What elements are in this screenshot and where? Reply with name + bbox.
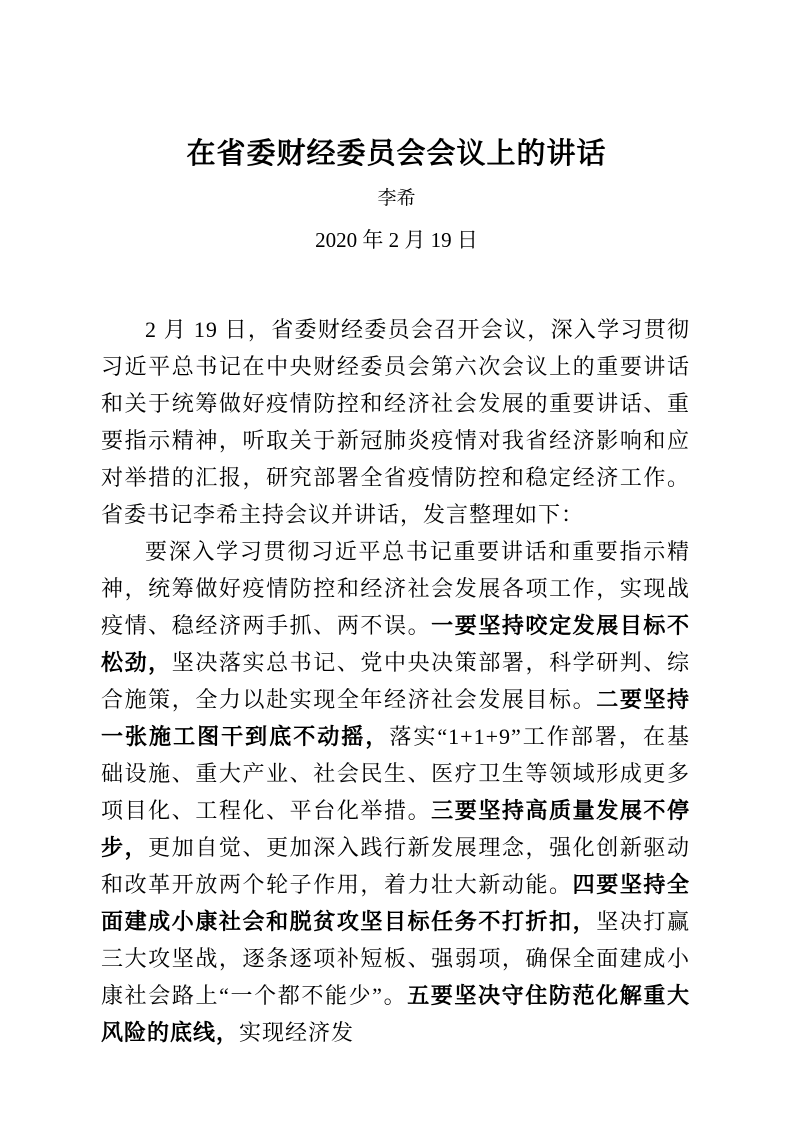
body-text: 实现经济发 <box>239 1020 355 1045</box>
body-text: 坚决落实总书记、党中央决策部署，科学研判、综合施策，全力以赴实现全年经济社会发展目标。 <box>101 650 690 712</box>
paragraph <box>101 311 690 533</box>
body-text: 坚决打赢三大攻坚战，逐条逐项补短板、强弱项，确保全面建成小康社会路上“一个都不能少”。 <box>101 909 690 1008</box>
body-text: 更加自觉、更加深入践行新发展理念，强化创新驱动和改革开放两个轮子作用，着力壮大新动能。 <box>101 835 690 897</box>
body-text: 2 月 19 日，省委财经委员会召开会议，深入学习贯彻习近平总书记在中央财经委员会第六次会议上的重要讲话和关于统筹做好疫情防控和经济社会发展的重要讲话、重要指示精神，听取关于新冠肺炎疫情对我省经济影响和应对举措的汇报，研究部署全省疫情防控和稳定经济工作。省委书记李希主持会议并讲话，发言整理如下： <box>101 317 690 527</box>
document-body <box>101 311 690 1051</box>
document-author: 李希 <box>377 188 416 209</box>
emphasis-text: 二要坚持一张施工图干到底不动摇， <box>101 687 690 749</box>
emphasis-text: 三要坚持高质量发展不停步， <box>101 798 690 860</box>
body-text: 要深入学习贯彻习近平总书记重要讲话和重要指示精神，统筹做好疫情防控和经济社会发展各项工作，实现战疫情、稳经济两手抓、两不误。 <box>101 539 690 638</box>
document-date: 2020 年 2 月 19 日 <box>315 228 478 252</box>
body-text: 落实“1+1+9”工作部署，在基础设施、重大产业、社会民生、医疗卫生等领域形成更多项目化、工程化、平台化举措。 <box>101 724 690 823</box>
document-title: 在省委财经委员会会议上的讲话 <box>186 138 607 170</box>
emphasis-text: 五要坚决守住防范化解重大风险的底线， <box>101 983 690 1045</box>
emphasis-text: 四要坚持全面建成小康社会和脱贫攻坚目标任务不打折扣， <box>101 872 690 934</box>
emphasis-text: 一要坚持咬定发展目标不松劲， <box>101 613 690 675</box>
paragraph <box>101 533 690 1051</box>
